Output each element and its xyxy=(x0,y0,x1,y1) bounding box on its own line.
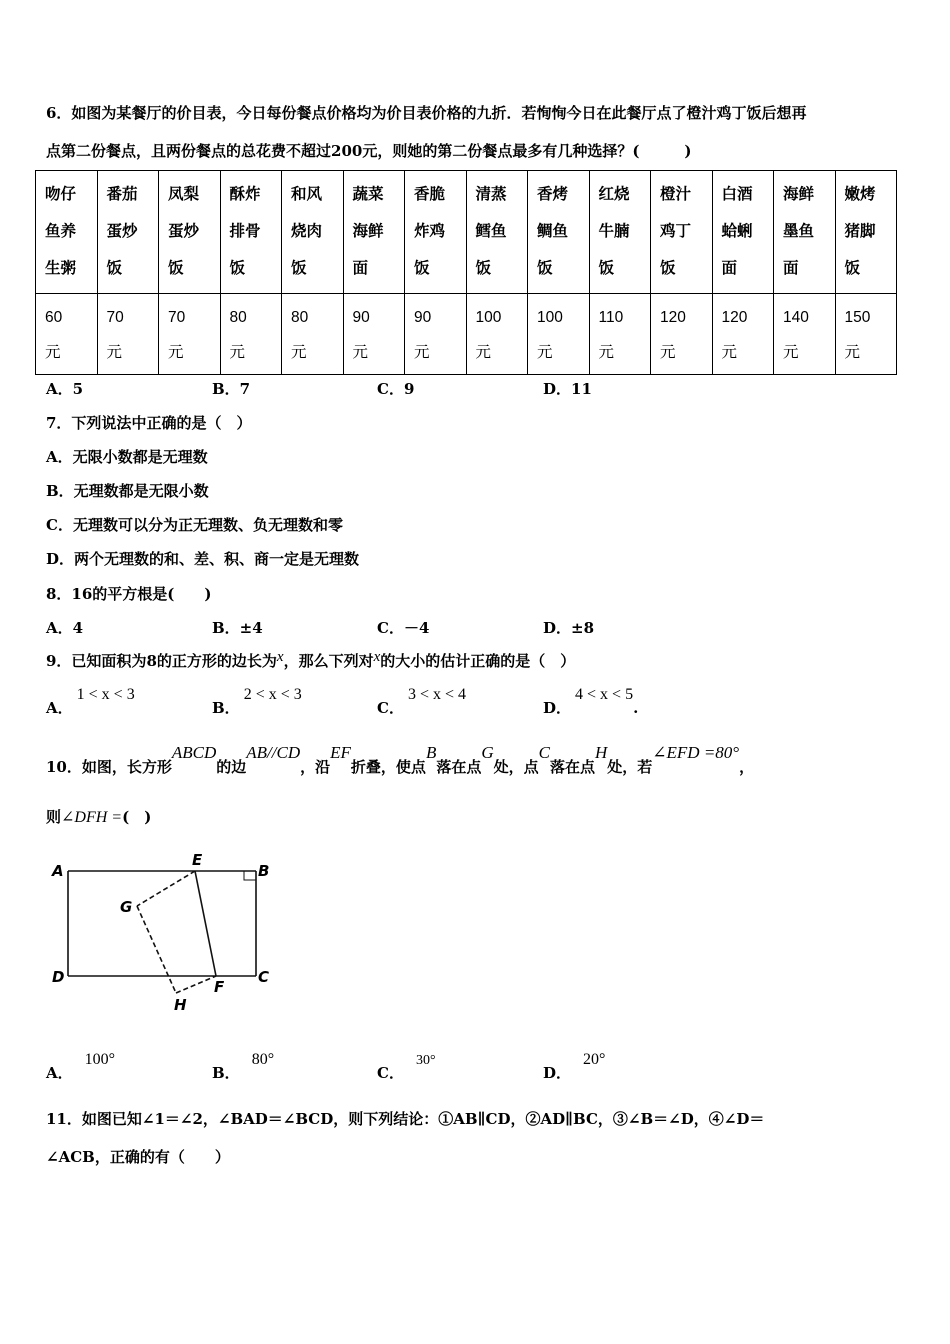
q10-option-a[interactable]: A．100° xyxy=(46,1051,116,1082)
q6-option-d[interactable]: D．11 xyxy=(543,380,592,398)
q6-stem-line2: 点第二份餐点，且两份餐点的总花费不超过200元，则她的第二份餐点最多有几种选择？( ) xyxy=(46,142,692,160)
q6-option-c[interactable]: C．9 xyxy=(377,380,415,398)
menu-item-price: 80 元 xyxy=(220,294,282,375)
q8-option-d[interactable]: D．±8 xyxy=(543,619,595,637)
q7-stem: 7．下列说法中正确的是（ ） xyxy=(46,414,252,432)
q10-option-c[interactable]: C．30° xyxy=(377,1053,436,1082)
menu-item-name: 嫩烤 猪脚 饭 xyxy=(835,171,897,294)
label-b: B xyxy=(258,862,270,880)
q6-option-b[interactable]: B．7 xyxy=(212,380,251,398)
label-d: D xyxy=(52,968,65,986)
menu-item-name: 凤梨 蛋炒 饭 xyxy=(159,171,221,294)
menu-item-price: 70 元 xyxy=(97,294,159,375)
menu-item-name: 蔬菜 海鲜 面 xyxy=(343,171,405,294)
menu-item-name: 红烧 牛腩 饭 xyxy=(589,171,651,294)
folded-edge-eg xyxy=(137,871,195,906)
menu-item-name: 清蒸 鳕鱼 饭 xyxy=(466,171,528,294)
menu-item-price: 140 元 xyxy=(774,294,836,375)
menu-item-name: 白酒 蛤蜊 面 xyxy=(712,171,774,294)
q7-option-d[interactable]: D．两个无理数的和、差、积、商一定是无理数 xyxy=(46,550,360,568)
q10-rectangle-fold-figure xyxy=(44,848,284,1023)
price-table xyxy=(35,170,897,375)
q11-stem-line2: ∠ACB，正确的有（ ） xyxy=(46,1148,230,1166)
q10-option-d[interactable]: D．20° xyxy=(543,1051,606,1082)
q8-option-c[interactable]: C．－4 xyxy=(377,619,430,637)
q10-stem-line1: 10．如图，长方形ABCD的边AB//CD，沿EF折叠，使点B落在点G处，点C落在点H处，若∠EFD =80°， xyxy=(46,743,755,776)
menu-item-price: 100 元 xyxy=(528,294,590,375)
q7-option-c[interactable]: C．无理数可以分为正无理数、负无理数和零 xyxy=(46,516,343,534)
q8-option-a[interactable]: A．4 xyxy=(46,619,84,637)
menu-item-price: 80 元 xyxy=(282,294,344,375)
menu-item-name: 和风 烧肉 饭 xyxy=(282,171,344,294)
q8-stem: 8．16的平方根是( ) xyxy=(46,585,212,603)
label-a: A xyxy=(52,862,64,880)
menu-item-name: 香烤 鲷鱼 饭 xyxy=(528,171,590,294)
menu-item-price: 120 元 xyxy=(651,294,713,375)
menu-item-name: 番茄 蛋炒 饭 xyxy=(97,171,159,294)
q8-option-b[interactable]: B．±4 xyxy=(212,619,263,637)
label-g: G xyxy=(120,898,133,916)
q9-stem: 9．已知面积为8的正方形的边长为x，那么下列对x的大小的估计正确的是（ ） xyxy=(46,649,576,670)
label-f: F xyxy=(214,978,225,996)
folded-edge-hf xyxy=(176,976,216,993)
q6-option-a[interactable]: A．5 xyxy=(46,380,84,398)
menu-item-price: 110 元 xyxy=(589,294,651,375)
menu-item-name: 香脆 炸鸡 饭 xyxy=(405,171,467,294)
menu-item-price: 100 元 xyxy=(466,294,528,375)
price-table-prices-row xyxy=(36,294,897,375)
menu-item-price: 70 元 xyxy=(159,294,221,375)
price-table-names-row xyxy=(36,171,897,294)
menu-item-price: 90 元 xyxy=(343,294,405,375)
q6-stem-line1: 6．如图为某餐厅的价目表，今日每份餐点价格均为价目表价格的九折．若恂恂今日在此餐厅点了橙汁鸡丁饭后想再 xyxy=(46,104,807,122)
label-h: H xyxy=(174,996,187,1014)
menu-item-name: 海鲜 墨鱼 面 xyxy=(774,171,836,294)
q10-option-b[interactable]: B．80° xyxy=(212,1051,275,1082)
q7-option-a[interactable]: A．无限小数都是无理数 xyxy=(46,448,208,466)
q9-option-c[interactable]: C．3 < x < 4 xyxy=(377,686,466,717)
q9-option-b[interactable]: B．2 < x < 3 xyxy=(212,686,302,717)
right-angle-mark xyxy=(244,871,256,880)
menu-item-price: 120 元 xyxy=(712,294,774,375)
menu-item-name: 橙汁 鸡丁 饭 xyxy=(651,171,713,294)
menu-item-price: 150 元 xyxy=(835,294,897,375)
label-c: C xyxy=(258,968,270,986)
q11-stem-line1: 11．如图已知∠1＝∠2，∠BAD＝∠BCD，则下列结论：①AB∥CD，②AD∥BC，③∠B＝∠D，④∠D＝ xyxy=(46,1110,765,1128)
menu-item-price: 60 元 xyxy=(36,294,98,375)
q9-option-a[interactable]: A．1 < x < 3 xyxy=(46,686,135,717)
q10-stem-line2: 则∠DFH =( ) xyxy=(46,808,152,826)
menu-item-price: 90 元 xyxy=(405,294,467,375)
folded-edge-gh xyxy=(137,906,176,993)
label-e: E xyxy=(192,851,203,869)
menu-item-name: 吻仔 鱼养 生粥 xyxy=(36,171,98,294)
q7-option-b[interactable]: B．无理数都是无限小数 xyxy=(46,482,209,500)
fold-line-ef xyxy=(195,871,216,976)
menu-item-name: 酥炸 排骨 饭 xyxy=(220,171,282,294)
q9-option-d[interactable]: D．4 < x < 5. xyxy=(543,686,639,717)
